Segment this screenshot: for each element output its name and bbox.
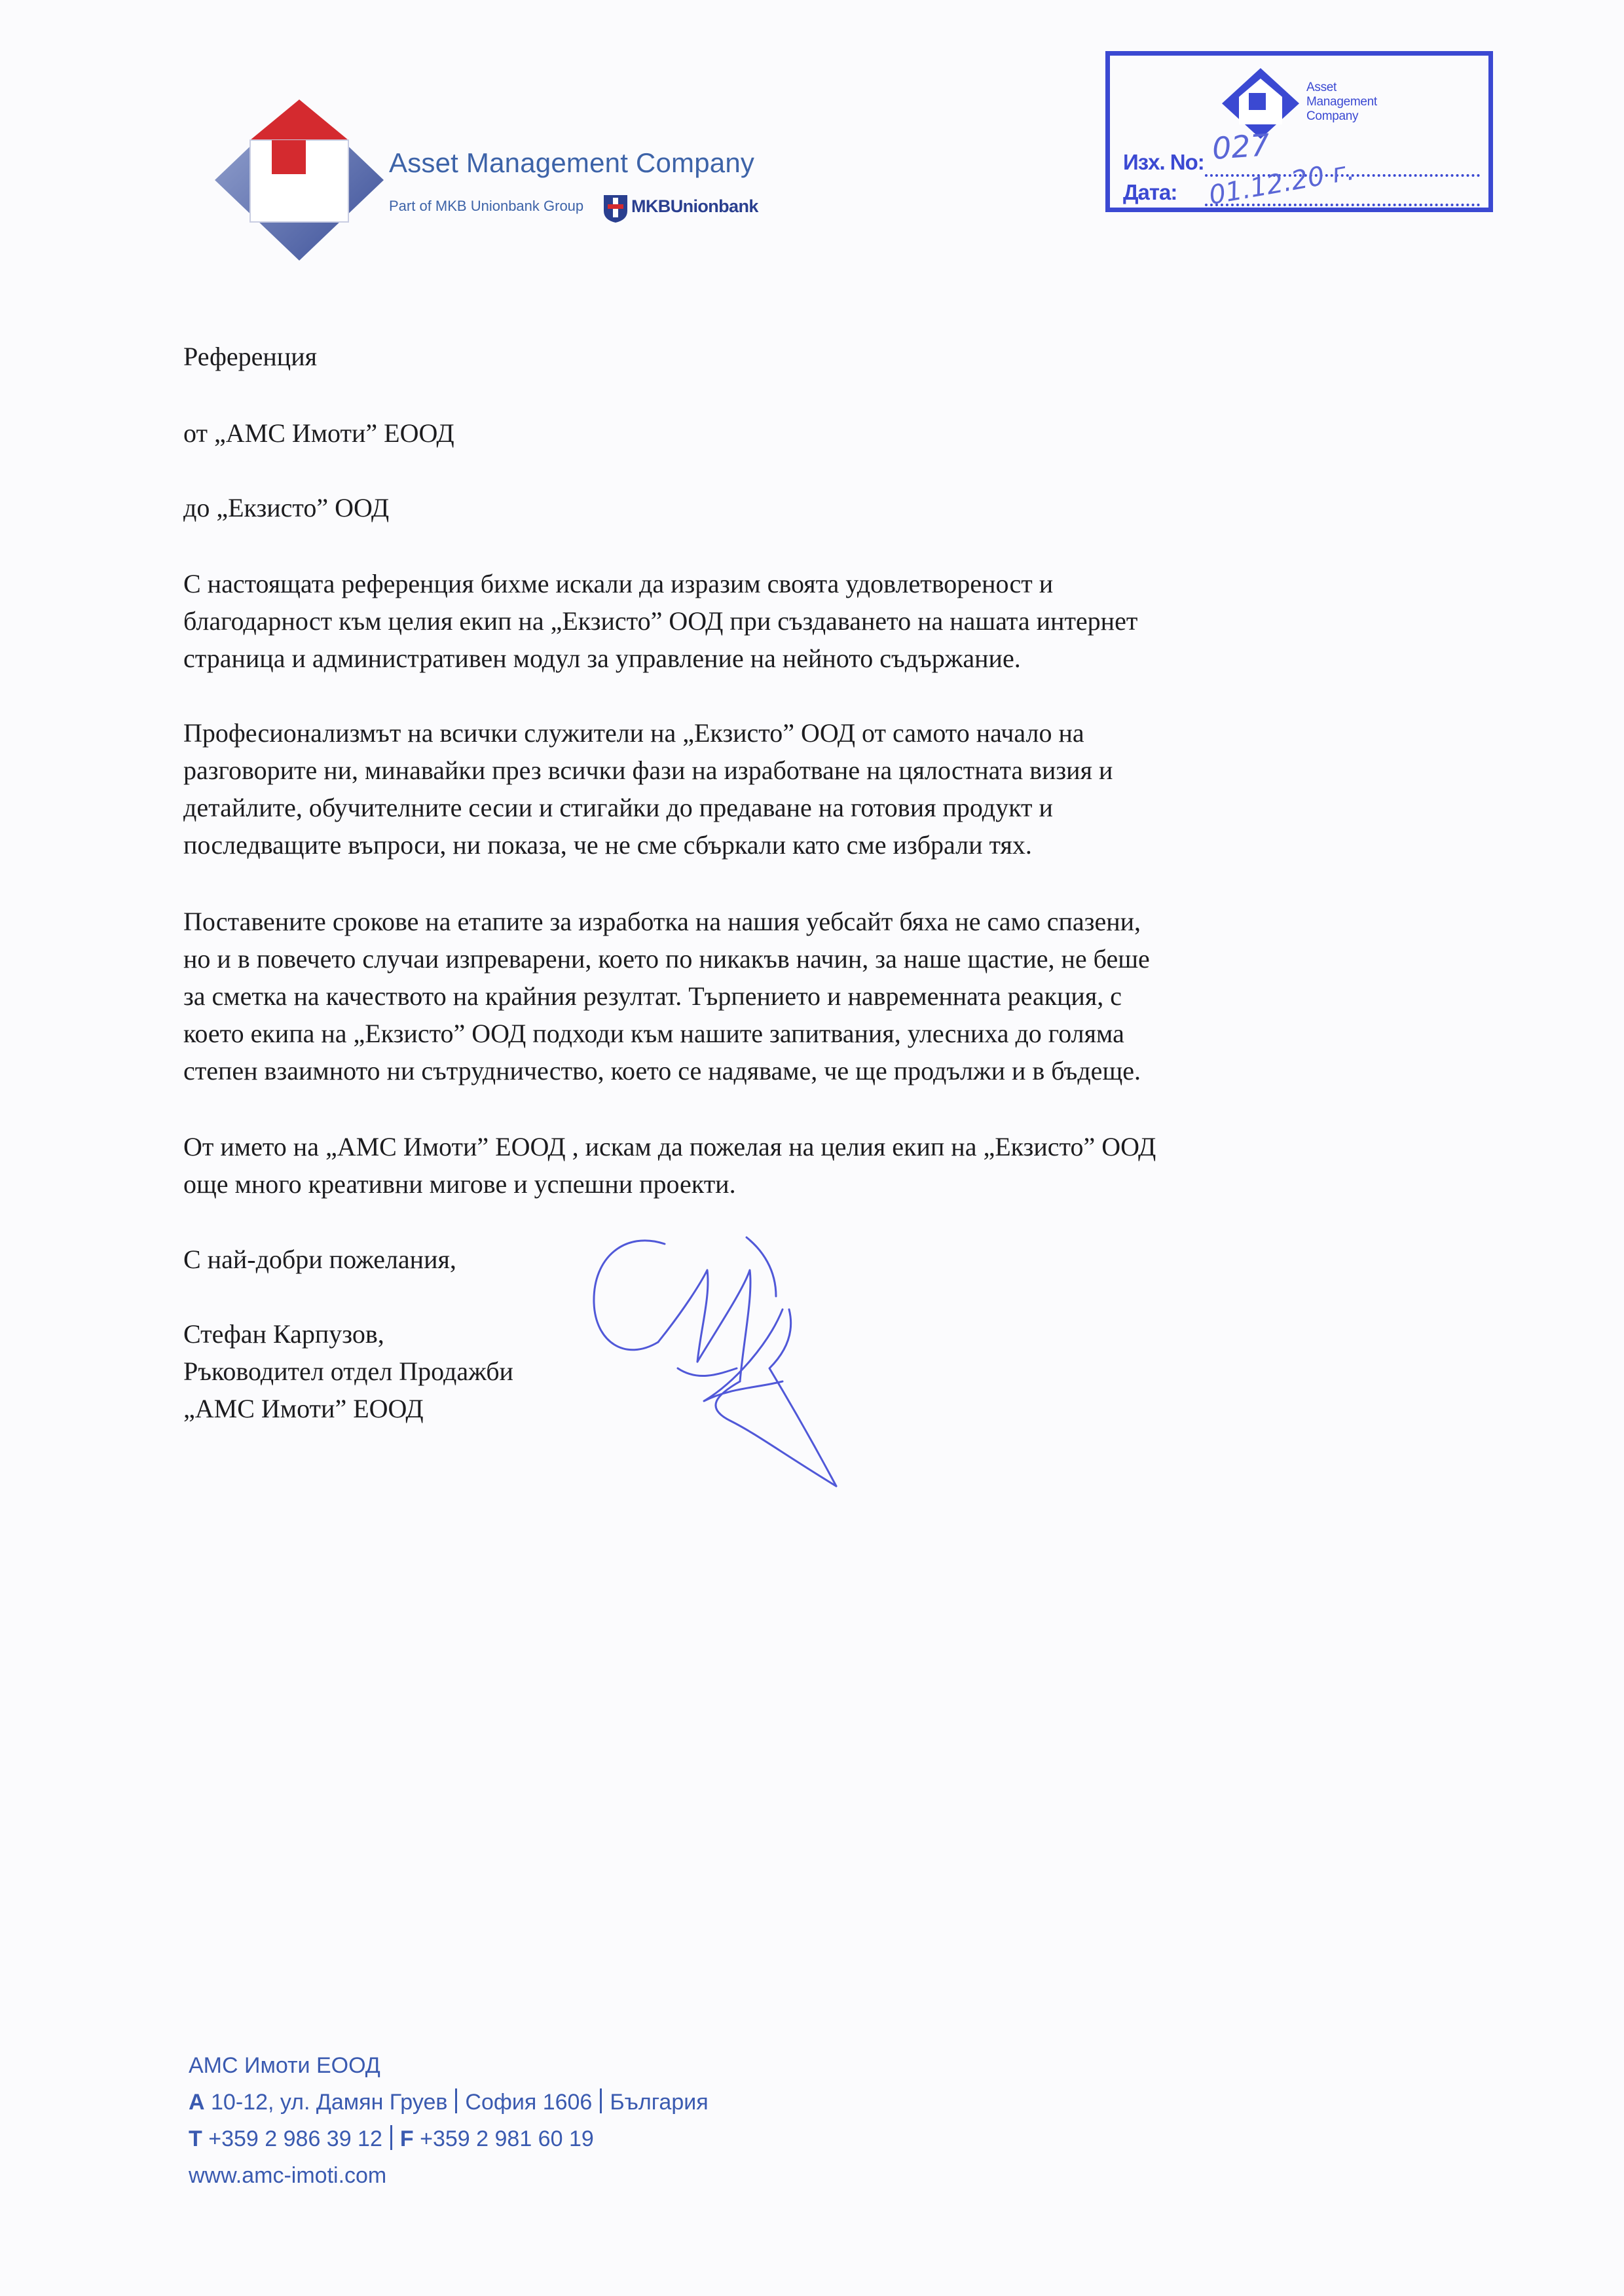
letter-title: Референция — [183, 342, 318, 371]
company-subtitle: Part of MKB Unionbank Group — [389, 198, 584, 214]
signer-name: Стефан Карпузов, — [183, 1319, 384, 1349]
bank-name: MKBUnionbank — [631, 196, 758, 216]
letter-paragraph: Поставените срокове на етапите за изработка на нашия уебсайт бяха не само спазени, но и в повечето случаи изпреварени, което по никакъв начин, за наше щастие, не беше за сметка на качеството на крайния резултат. Търпението и навременната реакция, с което екипа на „Екзисто” ООД подходи към нашите запитвания, улесниха до голяма степен взаимното ни сътрудничество, което се надяваме, че ще продължи и в бъдеще. — [183, 907, 1150, 1085]
letter-from: от „АМС Имоти” ЕООД — [183, 418, 454, 448]
registration-stamp — [1105, 51, 1493, 212]
stamp-company-name: Asset Management Company — [1306, 81, 1377, 123]
letter-closing: С най-добри пожелания, — [183, 1245, 456, 1274]
footer-website[interactable]: www.amc-imoti.com — [189, 2163, 387, 2188]
letter-paragraph: От името на „АМС Имоти” ЕООД , искам да пожелая на целия екип на „Екзисто” ООД още много креативни мигове и успешни проекти. — [183, 1132, 1156, 1199]
company-logo-icon — [213, 98, 385, 262]
letter-footer — [189, 2047, 709, 2194]
letter-paragraph: С настоящата референция бихме искали да изразим своята удовлетвореност и благодарност към целия екип на „Екзисто” ООД при създаването на нашата интернет страница и административен модул за управление на нейното съдържание. — [183, 569, 1138, 673]
stamp-outgoing-number: 027 — [1211, 127, 1271, 166]
footer-company: АМС Имоти ЕООД — [189, 2053, 380, 2078]
letter-to: до „Екзисто” ООД — [183, 493, 390, 522]
letter-paragraph: Професионализмът на всички служители на „Екзисто” ООД от самото начало на разговорите ни, минавайки през всички фази на изработване на цялостната визия и детайлите, обучителните сесии и стигайки до предаване на готовия продукт и последващите въпроси, ни показа, че не сме сбъркали като сме избрали тях. — [183, 718, 1113, 860]
footer-address: A 10-12, ул. Дамян Груев София 1606 България — [189, 2090, 709, 2115]
footer-phone-fax: T +359 2 986 39 12 F +359 2 981 60 19 — [189, 2126, 594, 2151]
signer-block — [183, 1315, 513, 1427]
stamp-date-value: 01.12.20 г. — [1206, 155, 1357, 211]
stamp-outgoing-label: Изх. No: — [1123, 150, 1204, 174]
handwritten-signature — [586, 1231, 861, 1499]
stamp-date-label: Дата: — [1123, 180, 1177, 204]
mkb-bank-icon — [601, 191, 630, 224]
signer-company: „АМС Имоти” ЕООД — [183, 1394, 424, 1423]
signer-title: Ръководител отдел Продажби — [183, 1357, 513, 1386]
company-name: Asset Management Company — [389, 147, 755, 178]
